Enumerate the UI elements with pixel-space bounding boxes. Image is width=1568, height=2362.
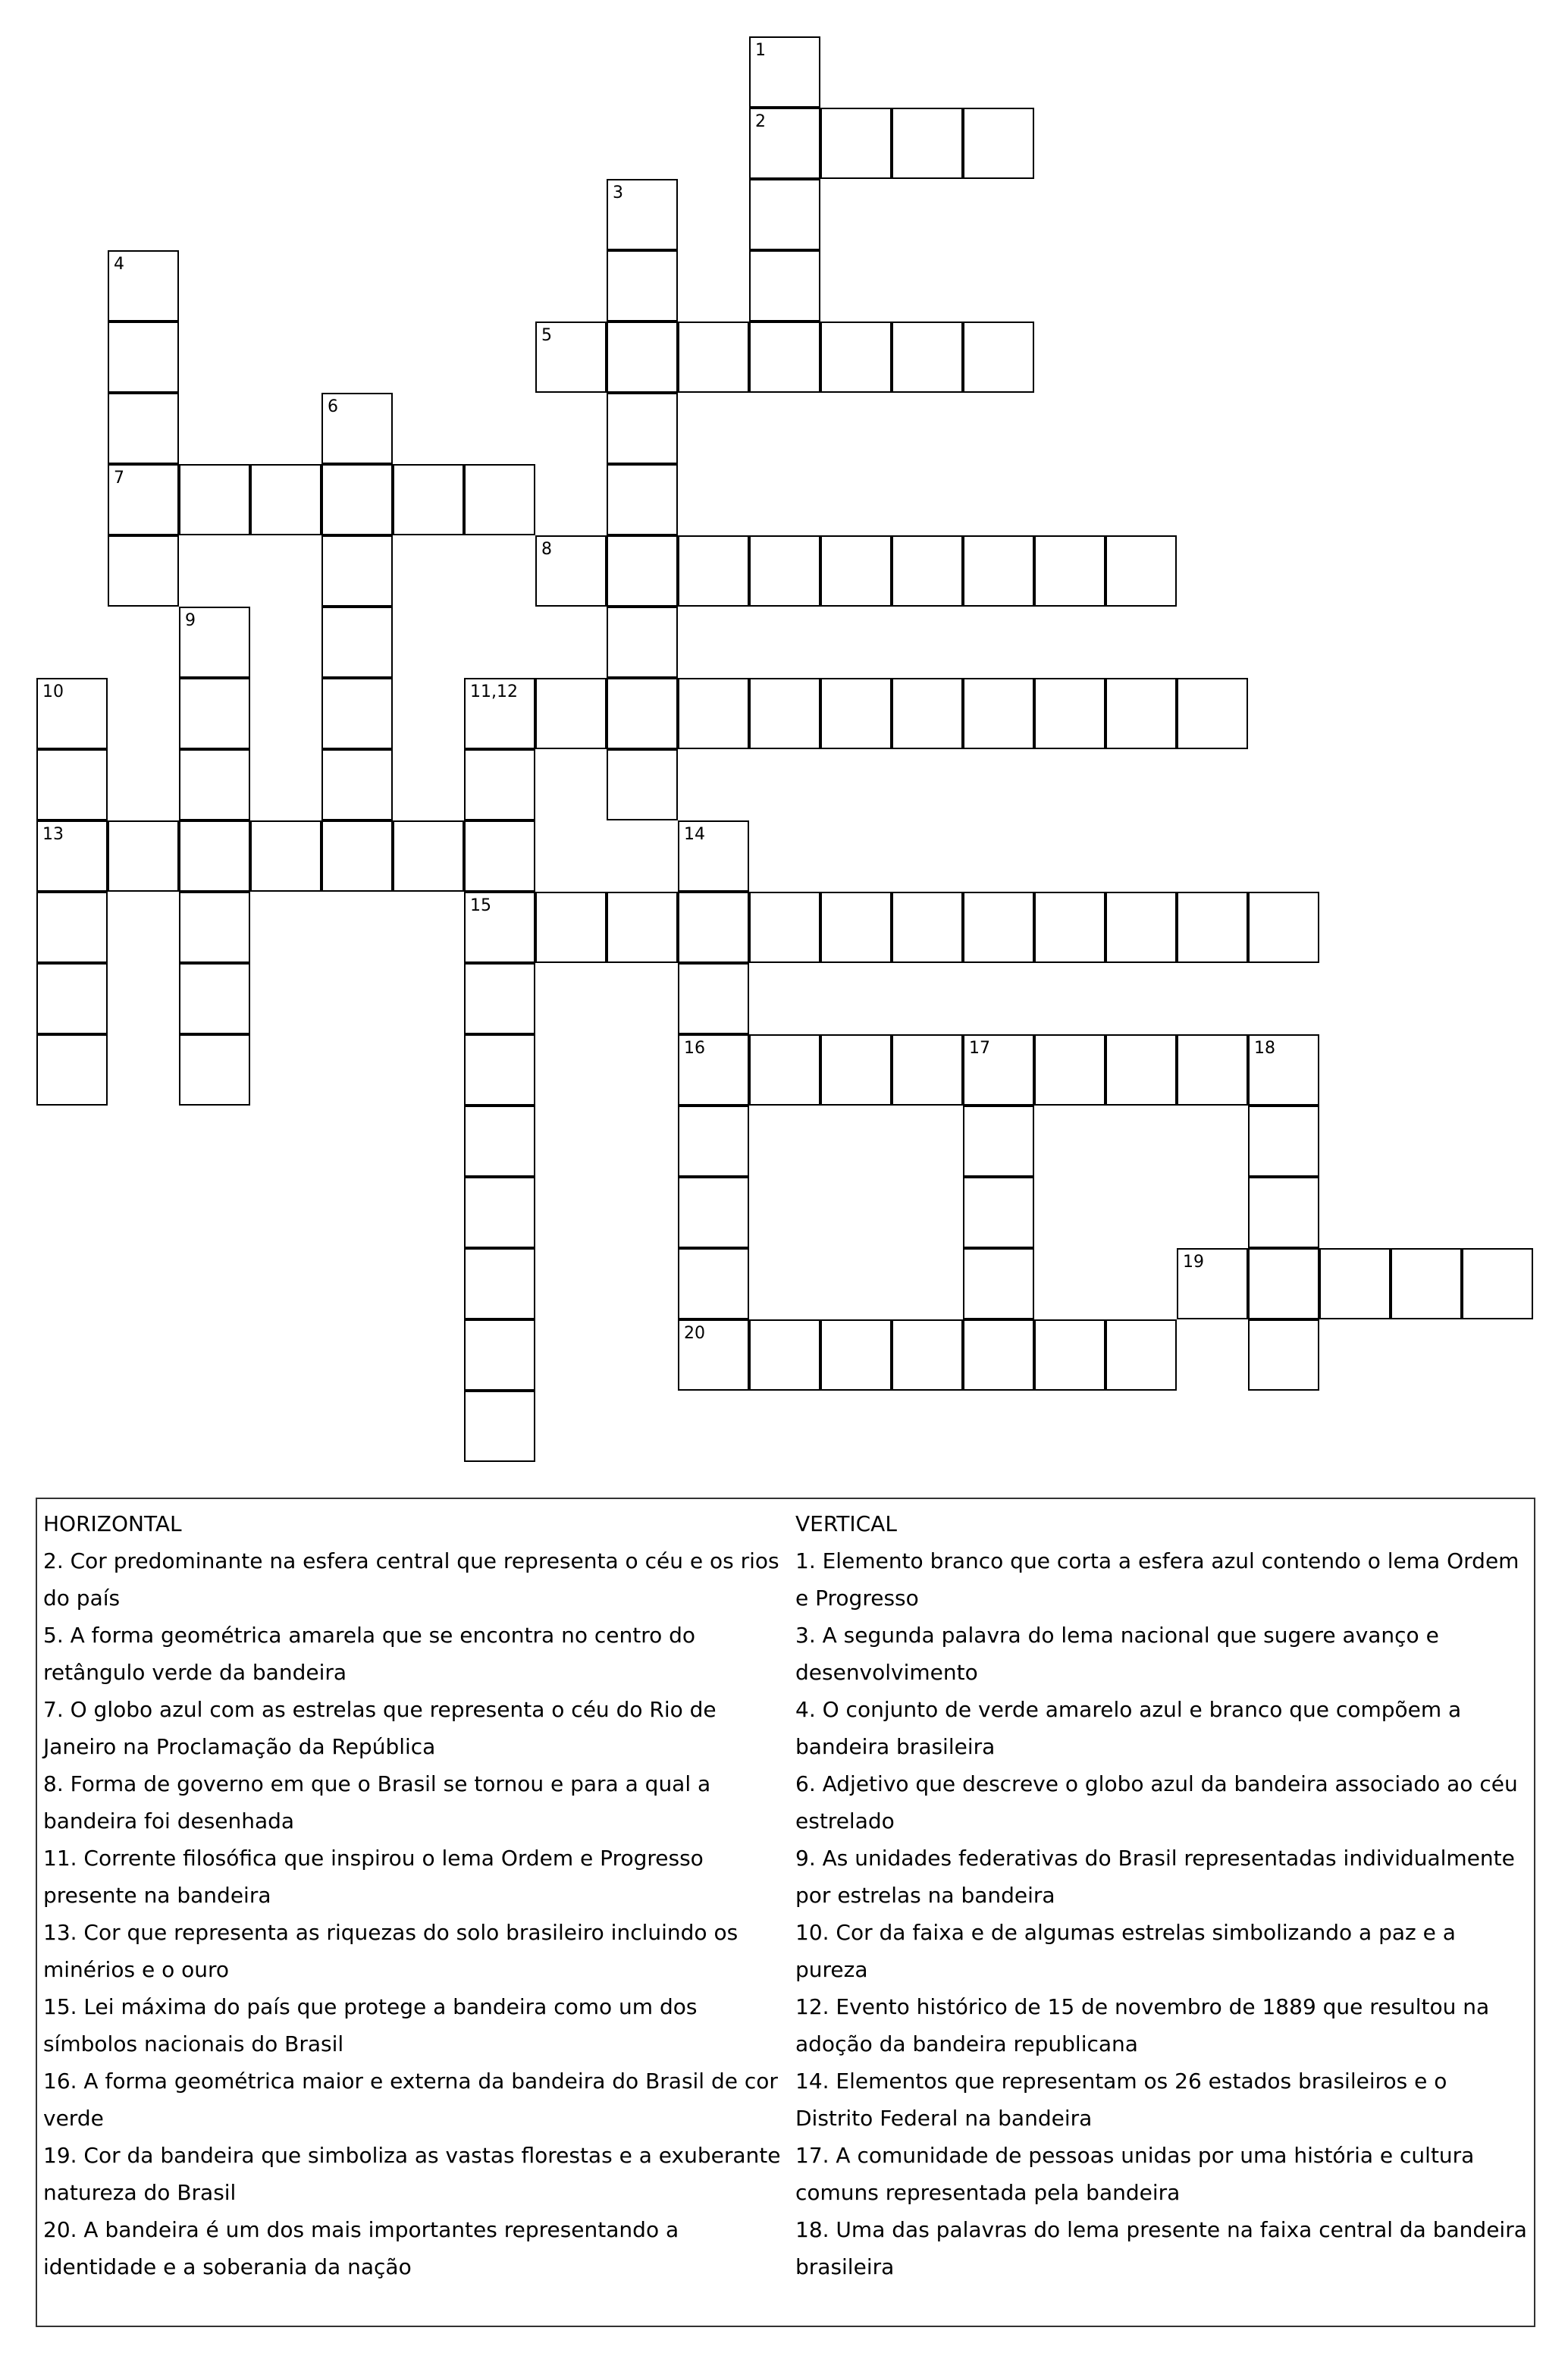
clue-v-4: 4. O conjunto de verde amarelo azul e branco que compõem a bandeira brasileira — [795, 1697, 1462, 1759]
clue-h-13: 13. Cor que representa as riquezas do solo brasileiro incluindo os minérios e o ouro — [43, 1920, 739, 1982]
grid-cell[interactable] — [963, 1177, 1034, 1248]
grid-cell[interactable] — [393, 464, 464, 535]
grid-cell[interactable] — [892, 678, 963, 749]
grid-cell[interactable] — [963, 535, 1034, 607]
grid-cell[interactable] — [1248, 1177, 1319, 1248]
clue-number: 9 — [185, 611, 196, 630]
grid-cell[interactable] — [749, 1034, 820, 1106]
grid-cell[interactable] — [1177, 1248, 1248, 1319]
horizontal-title: HORIZONTAL — [43, 1511, 182, 1536]
clue-h-16: 16. A forma geométrica maior e externa da bandeira do Brasil de cor verde — [43, 2069, 778, 2131]
grid-cell[interactable] — [179, 607, 250, 678]
grid-cell[interactable] — [1177, 678, 1248, 749]
clue-number: 17 — [969, 1039, 990, 1058]
clue-number: 19 — [1183, 1253, 1204, 1272]
clue-v-10: 10. Cor da faixa e de algumas estrelas simbolizando a paz e a pureza — [795, 1920, 1456, 1982]
grid-cell[interactable] — [1177, 892, 1248, 963]
grid-cell[interactable] — [36, 1034, 108, 1106]
grid-cell[interactable] — [36, 820, 108, 892]
grid-cell[interactable] — [1105, 678, 1177, 749]
grid-cell[interactable] — [464, 1034, 535, 1106]
grid-cell[interactable] — [678, 1106, 749, 1177]
clue-v-6: 6. Adjetivo que descreve o globo azul da bandeira associado ao céu estrelado — [795, 1771, 1518, 1833]
grid-cell[interactable] — [678, 1034, 749, 1106]
clue-h-20: 20. A bandeira é um dos mais importantes representando a identidade e a soberania da nação — [43, 2217, 679, 2279]
grid-cell[interactable] — [678, 820, 749, 892]
grid-cell[interactable] — [179, 892, 250, 963]
grid-cell[interactable] — [749, 36, 820, 108]
clues-box — [36, 1498, 1535, 2327]
grid-cell[interactable] — [36, 963, 108, 1034]
grid-cell[interactable] — [963, 678, 1034, 749]
grid-cell[interactable] — [892, 108, 963, 179]
grid-cell[interactable] — [820, 892, 892, 963]
grid-cell[interactable] — [1105, 892, 1177, 963]
grid-cell[interactable] — [678, 1248, 749, 1319]
grid-cell[interactable] — [108, 322, 179, 393]
clue-h-19: 19. Cor da bandeira que simboliza as vastas florestas e a exuberante natureza do Brasil — [43, 2143, 781, 2205]
clue-number: 20 — [684, 1324, 705, 1343]
grid-cell[interactable] — [892, 1319, 963, 1391]
grid-cell[interactable] — [607, 322, 678, 393]
grid-cell[interactable] — [1319, 1248, 1391, 1319]
grid-cell[interactable] — [464, 1177, 535, 1248]
grid-cell[interactable] — [108, 535, 179, 607]
grid-cell[interactable] — [749, 1319, 820, 1391]
grid-cell[interactable] — [1248, 1319, 1319, 1391]
clue-h-2: 2. Cor predominante na esfera central que representa o céu e os rios do país — [43, 1548, 779, 1611]
grid-cell[interactable] — [963, 1248, 1034, 1319]
grid-cell[interactable] — [179, 678, 250, 749]
grid-cell[interactable] — [108, 820, 179, 892]
grid-cell[interactable] — [892, 1034, 963, 1106]
clue-v-14: 14. Elementos que representam os 26 estados brasileiros e o Distrito Federal na bandeira — [795, 2069, 1447, 2131]
vertical-title: VERTICAL — [795, 1511, 897, 1536]
grid-cell[interactable] — [820, 535, 892, 607]
grid-cell[interactable] — [892, 892, 963, 963]
grid-cell[interactable] — [1105, 1319, 1177, 1391]
grid-cell[interactable] — [464, 1106, 535, 1177]
grid-cell[interactable] — [1391, 1248, 1462, 1319]
grid-cell[interactable] — [1034, 535, 1105, 607]
grid-cell[interactable] — [464, 1248, 535, 1319]
grid-cell[interactable] — [321, 464, 393, 535]
grid-cell[interactable] — [1034, 1319, 1105, 1391]
grid-cell[interactable] — [1248, 892, 1319, 963]
grid-cell[interactable] — [892, 535, 963, 607]
grid-cell[interactable] — [464, 678, 535, 749]
grid-cell[interactable] — [321, 749, 393, 820]
grid-cell[interactable] — [535, 535, 607, 607]
grid-cell[interactable] — [464, 892, 535, 963]
grid-cell[interactable] — [464, 1391, 535, 1462]
clue-h-8: 8. Forma de governo em que o Brasil se tornou e para a qual a bandeira foi desenhada — [43, 1771, 711, 1833]
grid-cell[interactable] — [535, 678, 607, 749]
grid-cell[interactable] — [820, 1319, 892, 1391]
grid-cell[interactable] — [464, 820, 535, 892]
clue-h-15: 15. Lei máxima do país que protege a bandeira como um dos símbolos nacionais do Brasil — [43, 1994, 698, 2056]
grid-cell[interactable] — [1462, 1248, 1533, 1319]
grid-cell[interactable] — [607, 892, 678, 963]
grid-cell[interactable] — [678, 678, 749, 749]
grid-cell[interactable] — [1105, 535, 1177, 607]
clue-number: 15 — [470, 896, 491, 915]
clue-v-9: 9. As unidades federativas do Brasil representadas individualmente por estrelas na bandeira — [795, 1846, 1515, 1908]
grid-cell[interactable] — [963, 322, 1034, 393]
clue-number: 2 — [755, 112, 766, 131]
grid-cell[interactable] — [749, 322, 820, 393]
clue-number: 14 — [684, 825, 705, 844]
grid-cell[interactable] — [1248, 1034, 1319, 1106]
clue-number: 18 — [1254, 1039, 1275, 1058]
grid-cell[interactable] — [464, 1319, 535, 1391]
clue-number: 3 — [613, 184, 623, 202]
grid-cell[interactable] — [678, 1177, 749, 1248]
grid-cell[interactable] — [678, 322, 749, 393]
grid-cell[interactable] — [36, 892, 108, 963]
grid-cell[interactable] — [678, 963, 749, 1034]
clue-number: 11,12 — [470, 682, 518, 701]
vertical-clues — [795, 1505, 1531, 2285]
grid-cell[interactable] — [179, 1034, 250, 1106]
clue-v-18: 18. Uma das palavras do lema presente na faixa central da bandeira brasileira — [795, 2217, 1527, 2279]
grid-cell[interactable] — [108, 393, 179, 464]
grid-cell[interactable] — [607, 749, 678, 820]
grid-cell[interactable] — [1248, 1248, 1319, 1319]
grid-cell[interactable] — [749, 250, 820, 322]
grid-cell[interactable] — [749, 892, 820, 963]
grid-cell[interactable] — [464, 464, 535, 535]
grid-cell[interactable] — [820, 322, 892, 393]
clue-v-1: 1. Elemento branco que corta a esfera azul contendo o lema Ordem e Progresso — [795, 1548, 1519, 1611]
grid-cell[interactable] — [607, 179, 678, 250]
clue-v-12: 12. Evento histórico de 15 de novembro de 1889 que resultou na adoção da bandeira republicana — [795, 1994, 1490, 2056]
clue-number: 7 — [114, 469, 124, 488]
grid-cell[interactable] — [749, 179, 820, 250]
grid-cell[interactable] — [321, 607, 393, 678]
grid-cell[interactable] — [607, 607, 678, 678]
grid-cell[interactable] — [1034, 892, 1105, 963]
horizontal-clues — [43, 1505, 786, 2285]
clue-number: 13 — [42, 825, 64, 844]
grid-cell[interactable] — [250, 464, 321, 535]
grid-cell[interactable] — [464, 963, 535, 1034]
grid-cell[interactable] — [1034, 678, 1105, 749]
grid-cell[interactable] — [963, 1319, 1034, 1391]
grid-cell[interactable] — [963, 108, 1034, 179]
grid-cell[interactable] — [963, 1106, 1034, 1177]
grid-cell[interactable] — [820, 678, 892, 749]
grid-cell[interactable] — [108, 464, 179, 535]
grid-cell[interactable] — [464, 749, 535, 820]
grid-cell[interactable] — [179, 963, 250, 1034]
clue-number: 8 — [541, 540, 552, 559]
grid-cell[interactable] — [678, 892, 749, 963]
grid-cell[interactable] — [820, 1034, 892, 1106]
clue-number: 5 — [541, 326, 552, 345]
grid-cell[interactable] — [321, 820, 393, 892]
grid-cell[interactable] — [678, 1319, 749, 1391]
grid-cell[interactable] — [250, 820, 321, 892]
grid-cell[interactable] — [749, 535, 820, 607]
clue-h-11: 11. Corrente filosófica que inspirou o lema Ordem e Progresso presente na bandeira — [43, 1846, 704, 1908]
grid-cell[interactable] — [321, 678, 393, 749]
grid-cell[interactable] — [321, 393, 393, 464]
grid-cell[interactable] — [36, 678, 108, 749]
grid-cell[interactable] — [179, 464, 250, 535]
grid-cell[interactable] — [749, 108, 820, 179]
grid-cell[interactable] — [1034, 1034, 1105, 1106]
grid-cell[interactable] — [963, 1034, 1034, 1106]
grid-cell[interactable] — [393, 820, 464, 892]
grid-cell[interactable] — [1248, 1106, 1319, 1177]
clue-v-17: 17. A comunidade de pessoas unidas por uma história e cultura comuns representada pela bandeira — [795, 2143, 1475, 2205]
grid-cell[interactable] — [179, 820, 250, 892]
clue-number: 6 — [328, 397, 338, 416]
grid-cell[interactable] — [678, 535, 749, 607]
grid-cell[interactable] — [1177, 1034, 1248, 1106]
grid-cell[interactable] — [607, 393, 678, 464]
grid-cell[interactable] — [607, 678, 678, 749]
grid-cell[interactable] — [607, 535, 678, 607]
grid-cell[interactable] — [108, 250, 179, 322]
clue-v-3: 3. A segunda palavra do lema nacional que sugere avanço e desenvolvimento — [795, 1623, 1439, 1685]
clue-number: 10 — [42, 682, 64, 701]
grid-cell[interactable] — [892, 322, 963, 393]
grid-cell[interactable] — [1105, 1034, 1177, 1106]
grid-cell[interactable] — [963, 892, 1034, 963]
clue-h-7: 7. O globo azul com as estrelas que representa o céu do Rio de Janeiro na Proclamação da República — [43, 1697, 717, 1759]
grid-cell[interactable] — [749, 678, 820, 749]
clue-h-5: 5. A forma geométrica amarela que se encontra no centro do retângulo verde da bandeira — [43, 1623, 696, 1685]
clue-number: 16 — [684, 1039, 705, 1058]
grid-cell[interactable] — [179, 749, 250, 820]
grid-cell[interactable] — [535, 322, 607, 393]
clue-number: 4 — [114, 255, 124, 274]
clue-number: 1 — [755, 41, 766, 60]
grid-cell[interactable] — [535, 892, 607, 963]
grid-cell[interactable] — [607, 250, 678, 322]
grid-cell[interactable] — [321, 535, 393, 607]
grid-cell[interactable] — [607, 464, 678, 535]
grid-cell[interactable] — [36, 749, 108, 820]
grid-cell[interactable] — [820, 108, 892, 179]
